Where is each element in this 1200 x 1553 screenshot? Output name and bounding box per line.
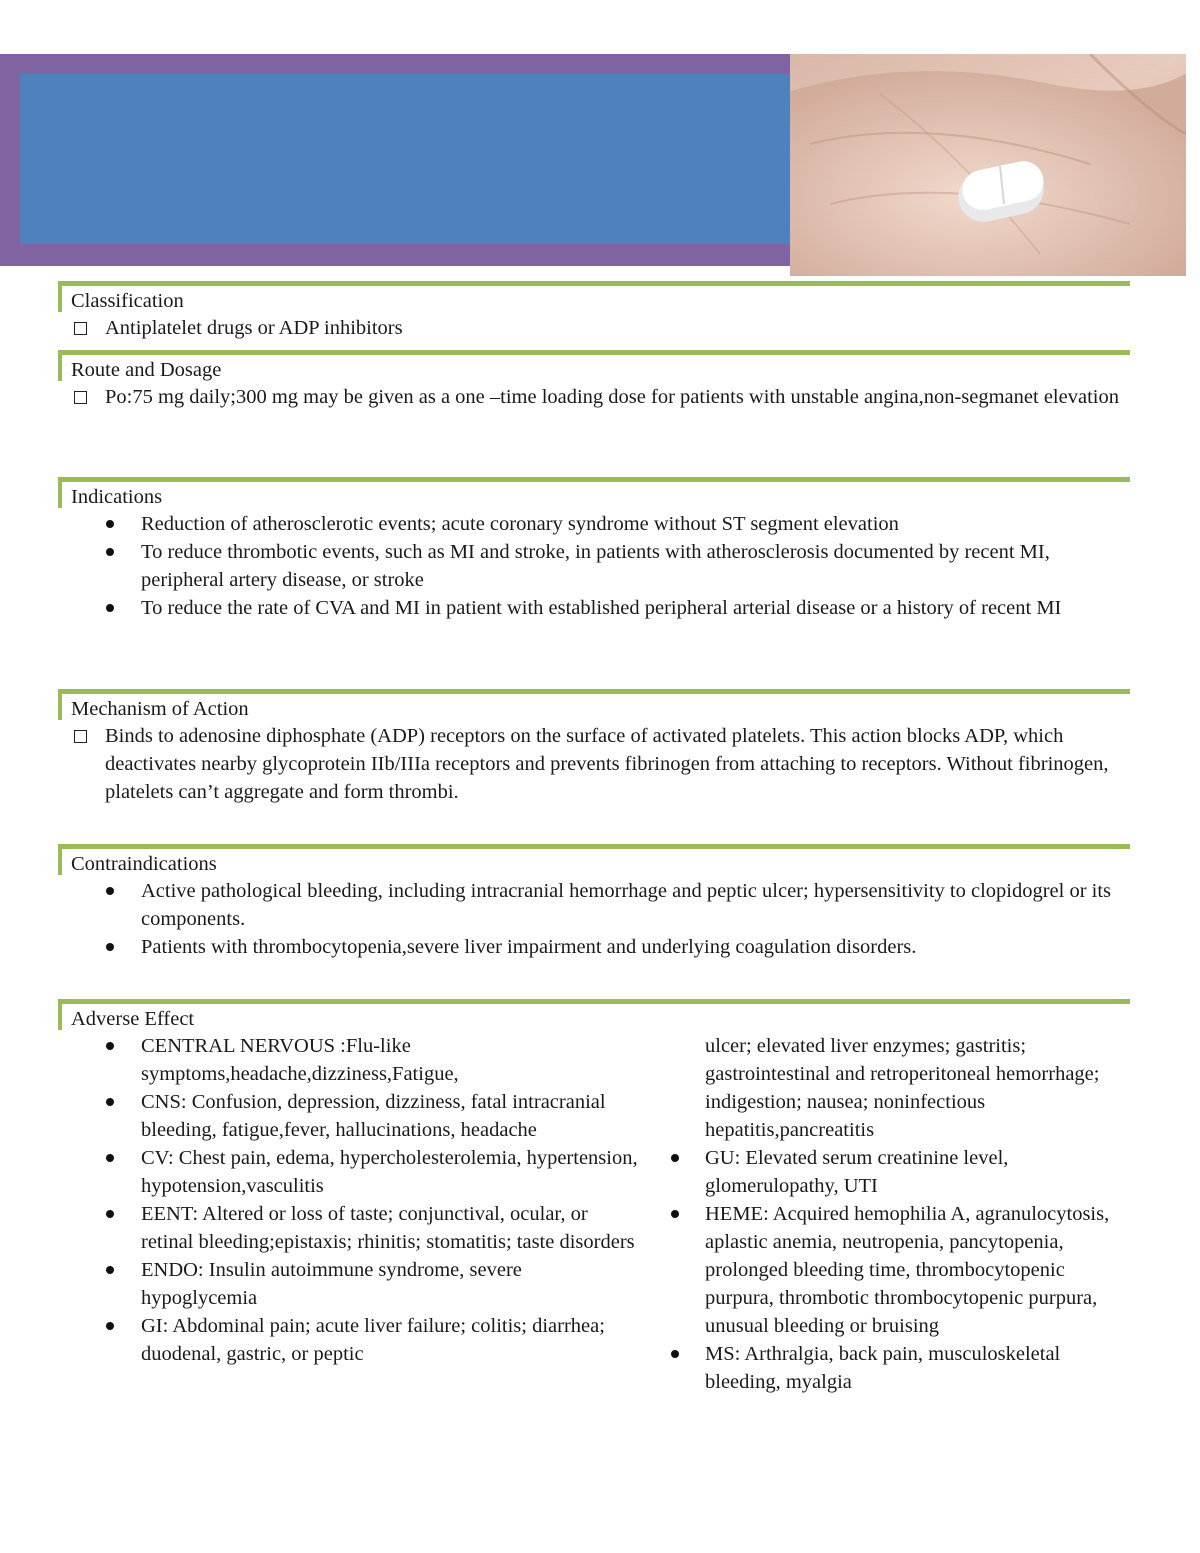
bullet-icon xyxy=(106,1210,114,1218)
list-item: To reduce the rate of CVA and MI in patient with established peripheral arterial disease or a history of recent MI xyxy=(58,594,1130,622)
bullet-icon xyxy=(671,1210,679,1218)
section-title: Indications xyxy=(58,477,1130,508)
bullet-icon xyxy=(106,1154,114,1162)
list-item: Patients with thrombocytopenia,severe liver impairment and underlying coagulation disorders. xyxy=(58,933,1130,961)
list-item: Po:75 mg daily;300 mg may be given as a one –time loading dose for patients with unstable angina,non-segmanet elevation xyxy=(58,383,1130,411)
section-title: Contraindications xyxy=(58,844,1130,875)
section-title: Route and Dosage xyxy=(58,350,1130,381)
list-item: HEME: Acquired hemophilia A, agranulocytosis, aplastic anemia, neutropenia, pancytopenia, prolonged bleeding time, thrombocytopenic purpura, thrombotic thrombocytopenic purpura, unusual bleeding or bruising xyxy=(686,1200,1130,1340)
section-title: Classification xyxy=(58,281,1130,312)
adverse-right-column xyxy=(658,1030,1130,1396)
bullet-icon xyxy=(106,1098,114,1106)
bullet-icon xyxy=(106,943,114,951)
list-item: Active pathological bleeding, including intracranial hemorrhage and peptic ulcer; hypersensitivity to clopidogrel or its components. xyxy=(58,877,1130,933)
adverse-left-column xyxy=(58,1030,658,1396)
list-item: CENTRAL NERVOUS :Flu-like symptoms,headache,dizziness,Fatigue, xyxy=(58,1032,640,1088)
checkbox-icon xyxy=(74,322,87,335)
contraindications-section xyxy=(58,844,1130,961)
mechanism-section xyxy=(58,689,1130,806)
list-item: EENT: Altered or loss of taste; conjunctival, ocular, or retinal bleeding;epistaxis; rhinitis; stomatitis; taste disorders xyxy=(58,1200,640,1256)
classification-section xyxy=(58,281,1130,342)
route-dosage-section xyxy=(58,350,1130,411)
hand-holding-pill-photo xyxy=(790,54,1186,276)
checkbox-icon xyxy=(74,730,87,743)
section-title: Mechanism of Action xyxy=(58,689,1130,720)
bullet-icon xyxy=(671,1350,679,1358)
bullet-icon xyxy=(106,1266,114,1274)
list-item-continuation: ulcer; elevated liver enzymes; gastritis; gastrointestinal and retroperitoneal hemorrhage; indigestion; nausea; noninfectious hepatitis,pancreatitis xyxy=(705,1035,1100,1141)
bullet-icon xyxy=(106,1042,114,1050)
bullet-icon xyxy=(106,548,114,556)
bullet-icon xyxy=(106,520,114,528)
list-item: MS: Arthralgia, back pain, musculoskeletal bleeding, myalgia xyxy=(686,1340,1130,1396)
bullet-icon xyxy=(106,604,114,612)
section-title: Adverse Effect xyxy=(58,999,1130,1030)
adverse-effect-section xyxy=(58,999,1130,1396)
list-item: To reduce thrombotic events, such as MI and stroke, in patients with atherosclerosis documented by recent MI, peripheral artery disease, or stroke xyxy=(58,538,1130,594)
bullet-icon xyxy=(671,1154,679,1162)
list-item: Reduction of atherosclerotic events; acute coronary syndrome without ST segment elevation xyxy=(58,510,1130,538)
list-item: Antiplatelet drugs or ADP inhibitors xyxy=(58,314,1130,342)
list-item: CV: Chest pain, edema, hypercholesterolemia, hypertension, hypotension,vasculitis xyxy=(58,1144,640,1200)
indications-section xyxy=(58,477,1130,622)
list-item: GU: Elevated serum creatinine level, glomerulopathy, UTI xyxy=(686,1144,1130,1200)
list-item: ENDO: Insulin autoimmune syndrome, severe hypoglycemia xyxy=(58,1256,640,1312)
list-item: GI: Abdominal pain; acute liver failure; colitis; diarrhea; duodenal, gastric, or peptic xyxy=(58,1312,640,1368)
bullet-icon xyxy=(106,1322,114,1330)
checkbox-icon xyxy=(74,391,87,404)
list-item: CNS: Confusion, depression, dizziness, fatal intracranial bleeding, fatigue,fever, hallucinations, headache xyxy=(58,1088,640,1144)
bullet-icon xyxy=(106,887,114,895)
list-item: Binds to adenosine diphosphate (ADP) receptors on the surface of activated platelets. This action blocks ADP, which deactivates nearby glycoprotein IIb/IIIa receptors and prevents fibrinogen from attaching to receptors. Without fibrinogen, platelets can’t aggregate and form thrombi. xyxy=(58,722,1130,806)
